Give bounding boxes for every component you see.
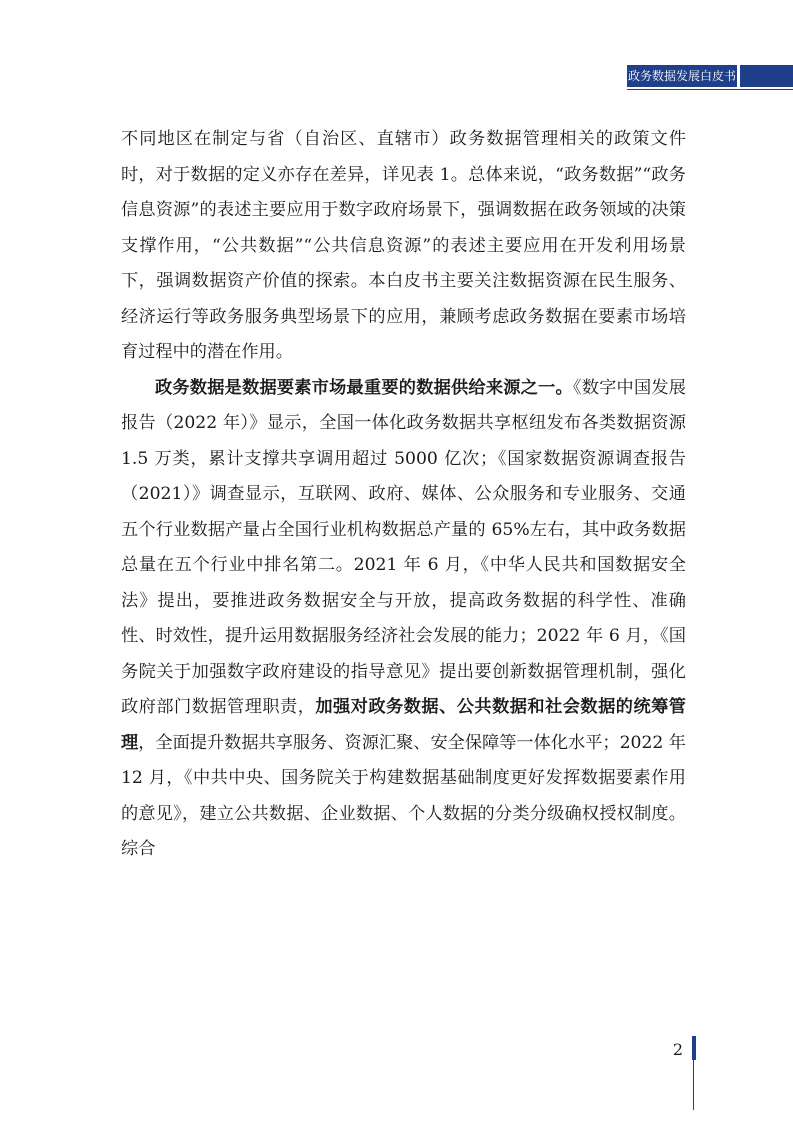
header-accent-bar — [740, 65, 793, 87]
paragraph-2 — [121, 371, 686, 868]
header-rule — [627, 89, 793, 90]
body-text — [121, 122, 686, 868]
page-number: 2 — [672, 1040, 683, 1059]
bold-lead-sentence: 政务数据是数据要素市场最重要的数据供给来源之一。 — [155, 377, 573, 398]
paragraph-2-text-a: 《数字中国发展报告（2022 年）》显示，全国一体化政务数据共享枢纽发布各类数据资源 1.5 万类，累计支撑共享调用超过 5000 亿次；《国家数据资源调查报告（2021）》调查显示，互联网、政府、媒体、公众服务和专业服务、交通五个行业数据产量占全国行业机构数据总产量的 65%左右，其中政务数据总量在五个行业中排名第二。2021 年 6 月，《中华人民共和国数据安全法》提出，要推进政务数据安全与开放，提高政务数据的科学性、准确性、时效性，提升运用数据服务经济社会发展的能力；2022 年 6 月，《国务院关于加强数字政府建设的指导意见》提出要创新数据管理机制，强化政府部门数据管理职责， — [121, 377, 686, 717]
header-title: 政务数据发展白皮书 — [627, 65, 737, 87]
bold-emphasis: 加强对政务数据、公共数据和社会数据的统筹管理 — [121, 697, 686, 753]
paragraph-2-text-b: ，全面提升数据共享服务、资源汇聚、安全保障等一体化水平；2022 年 12 月，《中共中央、国务院关于构建数据基础制度更好发挥数据要素作用的意见》，建立公共数据、企业数据、个人数据的分类分级确权授权制度。综合 — [121, 732, 686, 859]
paragraph-1: 不同地区在制定与省（自治区、直辖市）政务数据管理相关的政策文件时，对于数据的定义亦存在差异，详见表 1。总体来说，“政务数据”“政务信息资源”的表述主要应用于数字政府场景下，强调数据在政务领域的决策支撑作用，“公共数据”“公共信息资源”的表述主要应用在开发利用场景下，强调数据资产价值的探索。本白皮书主要关注数据资源在民生服务、经济运行等政务服务典型场景下的应用，兼顾考虑政务数据在要素市场培育过程中的潜在作用。 — [121, 129, 686, 362]
page-number-bar — [692, 1036, 696, 1060]
page-number-rule — [693, 1060, 694, 1110]
